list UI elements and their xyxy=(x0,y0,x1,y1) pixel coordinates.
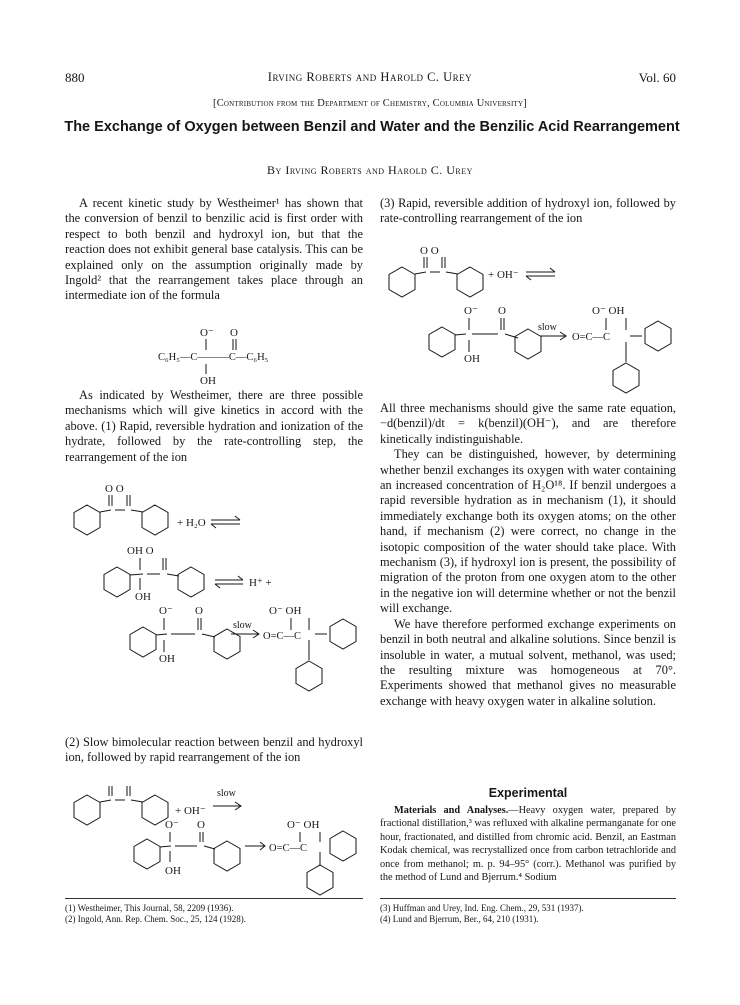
paragraph-mechanism-2: (2) Slow bimolecular reaction between benzil and hydroxyl ion, followed by rapid rearrangement of the ion xyxy=(65,735,363,765)
m3-slow-label: slow xyxy=(538,322,557,333)
paragraph-experiments: We have therefore performed exchange experiments on benzil in both neutral and alkaline solutions. Since benzil is insoluble in water, a mutual solvent, methanol, was used; the resulting mixture was homogeneous at 70°. Experiments showed that methanol gives no measurable exchange with heavy oxygen water in alkaline solution. xyxy=(380,616,676,708)
m1-phenyl-ring-a xyxy=(74,505,100,535)
paragraph-mechanisms: As indicated by Westheimer, there are three possible mechanisms which will give kinetics in accord with the above. (1) Rapid, reversible hydration and ionization of the hydrate, followed by the rate-controlling step, the rearrangement of the ion xyxy=(65,388,363,464)
formula-o-minus: O⁻ xyxy=(200,327,214,339)
m1-product-chain: O=C—C xyxy=(263,631,302,642)
m3-product-o-oh: O⁻ OH xyxy=(592,305,625,317)
m2-phenyl-ring-a xyxy=(74,795,100,825)
m2-product-o-oh: O⁻ OH xyxy=(287,819,320,831)
m1-phenyl-ring-d xyxy=(178,567,204,597)
m2-ion-o-minus: O⁻ xyxy=(165,819,179,831)
m2-phenyl-ring-d xyxy=(214,841,240,871)
m1-oh-label: OH xyxy=(135,591,151,603)
left-column-intro xyxy=(65,196,363,304)
mechanism-3-scheme xyxy=(380,244,680,400)
m2-phenyl-ring-c xyxy=(134,839,160,869)
m1-slow-label: slow xyxy=(233,620,252,631)
m3-phenyl-ring-e xyxy=(645,321,671,351)
m3-oo-label: O O xyxy=(420,245,439,257)
m1-oo-label: O O xyxy=(105,483,124,495)
right-column-mechanism-3 xyxy=(380,196,676,227)
paragraph-distinguish: They can be distinguished, however, by determining whether benzil exchanges its oxygen with water containing an increased concentration of H₂O¹⁸. If benzil undergoes a rapid reversible hydration as in mechanism (1), it should immediately exchange both its oxygen atoms; on the other hand, if mechanism (2) were correct, no change in the isotopic composition of the water should take place. With mechanism (3), if hydroxyl ion is present, the possibility of migration of the proton from one oxygen atom to the other in the negative ion will determine whether or not the benzil will exchange. xyxy=(380,447,676,616)
volume-label: Vol. 60 xyxy=(638,70,676,85)
m1-phenyl-ring-c xyxy=(104,567,130,597)
m1-h-plus: H⁺ + xyxy=(249,577,272,589)
m2-oh-minus: + OH⁻ xyxy=(175,805,206,817)
left-column-mechanisms xyxy=(65,388,363,465)
formula-chain: C₆H₅—C———C—C₆H₅ xyxy=(158,352,269,363)
m1-ion-o-minus: O⁻ xyxy=(159,605,173,617)
m1-product-o-oh: O⁻ OH xyxy=(269,605,302,617)
m1-phenyl-ring-e xyxy=(130,627,156,657)
m3-oh-minus: + OH⁻ xyxy=(488,269,519,281)
m1-oh-o-label: OH O xyxy=(127,545,154,557)
page-number: 880 xyxy=(65,70,85,85)
materials-lead: Materials and Analyses. xyxy=(394,805,509,816)
footnote-rule-left xyxy=(65,898,363,899)
footnote-2: (2) Ingold, Ann. Rep. Chem. Soc., 25, 124 (1928). xyxy=(65,914,246,924)
left-column-mechanism-2 xyxy=(65,735,363,766)
formula-oh: OH xyxy=(200,375,216,387)
m2-phenyl-ring-f xyxy=(307,865,333,895)
running-title: Irving Roberts and Harold C. Urey xyxy=(267,70,473,84)
byline: By Irving Roberts and Harold C. Urey xyxy=(267,163,473,177)
footnote-1: (1) Westheimer, This Journal, 58, 2209 (1936). xyxy=(65,903,234,913)
m1-ion-o: O xyxy=(195,605,203,617)
m2-ion-oh: OH xyxy=(165,865,181,877)
m1-ion-oh: OH xyxy=(159,653,175,665)
footnote-rule-right xyxy=(380,898,676,899)
m3-product-chain: O=C—C xyxy=(572,332,611,343)
footnote-3: (3) Huffman and Urey, Ind. Eng. Chem., 29, 531 (1937). xyxy=(380,903,584,913)
m3-phenyl-ring-c xyxy=(429,327,455,357)
m3-ion-o: O xyxy=(498,305,506,317)
mechanism-1-scheme xyxy=(65,482,365,732)
m1-phenyl-ring-b xyxy=(142,505,168,535)
right-column-main xyxy=(380,401,676,709)
contribution-line: [Contribution from the Department of Chemistry, Columbia University] xyxy=(213,98,527,109)
formula-o: O xyxy=(230,327,238,339)
footnote-4: (4) Lund and Bjerrum, Ber., 64, 210 (1931). xyxy=(380,914,539,924)
m2-ion-o: O xyxy=(197,819,205,831)
article-title: The Exchange of Oxygen between Benzil and Water and the Benzilic Acid Rearrangement xyxy=(64,119,680,135)
m3-ion-o-minus: O⁻ xyxy=(464,305,478,317)
paragraph-rate-equation: All three mechanisms should give the same rate equation, −d(benzil)/dt = k(benzil)(OH⁻), and are therefore kinetically indistinguishable. xyxy=(380,401,676,446)
m3-phenyl-ring-f xyxy=(613,363,639,393)
paragraph-mechanism-3: (3) Rapid, reversible addition of hydroxyl ion, followed by rate-controlling rearrangement of the ion xyxy=(380,196,676,226)
footnotes-right xyxy=(380,903,676,925)
m3-ion-oh: OH xyxy=(464,353,480,365)
paragraph-intro: A recent kinetic study by Westheimer¹ has shown that the conversion of benzil to benzilic acid is first order with respect to both benzil and hydroxyl ion, but that the reaction does not exhibit general base catalysis. This can be explained only on the assumption originally made by Ingold² that the rearrangement takes place through an intermediate ion of the formula xyxy=(65,196,363,303)
experimental-heading: Experimental xyxy=(488,786,568,800)
m3-phenyl-ring-d xyxy=(515,329,541,359)
m2-slow-label: slow xyxy=(217,788,236,799)
footnotes-left xyxy=(65,903,363,925)
m3-phenyl-ring-a xyxy=(389,267,415,297)
mechanism-2-scheme xyxy=(65,784,365,896)
m2-product-chain: O=C—C xyxy=(269,843,308,854)
intermediate-formula xyxy=(150,322,310,388)
materials-text: —Heavy oxygen water, prepared by fractional distillation,³ was refluxed with alkaline permanganate for one hour, fractionated, and distilled from chromic acid. Benzil, an Eastman Kodak chemical, was recrystallized once from carbon tetrachloride and once from methanol; m. p. 94–95° (corr.). Methanol was purified by the method of Lund and Bjerrum.⁴ Sodium xyxy=(380,805,676,884)
m1-phenyl-ring-h xyxy=(296,661,322,691)
m3-phenyl-ring-b xyxy=(457,267,483,297)
m2-phenyl-ring-e xyxy=(330,831,356,861)
m1-h2o: + H₂O xyxy=(177,517,206,529)
m1-phenyl-ring-g xyxy=(330,619,356,649)
experimental-body xyxy=(380,804,676,884)
